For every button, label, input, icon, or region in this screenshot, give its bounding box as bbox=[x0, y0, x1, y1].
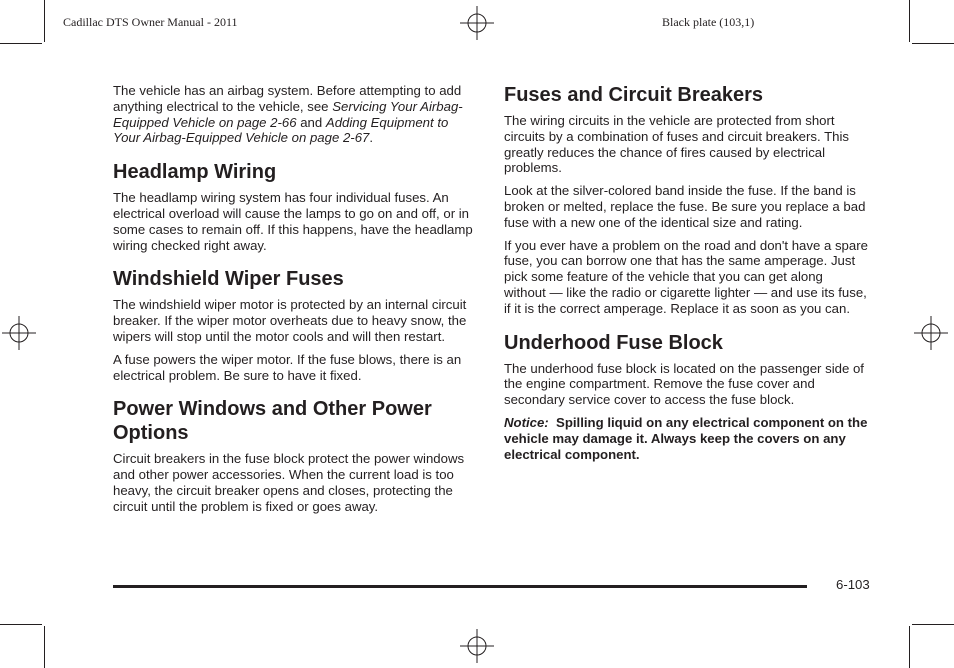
crop-mark bbox=[0, 624, 42, 625]
crop-mark bbox=[912, 43, 954, 44]
crop-mark bbox=[909, 0, 910, 42]
manual-title-header: Cadillac DTS Owner Manual - 2011 bbox=[63, 15, 238, 29]
crop-mark bbox=[44, 626, 45, 668]
intro-text: . bbox=[369, 130, 374, 146]
registration-mark-icon bbox=[2, 316, 36, 350]
left-column bbox=[113, 83, 477, 522]
airbag-intro-paragraph bbox=[113, 83, 477, 146]
intro-text: The vehicle has an airbag system. Before attempting to add anything electrical to the vehicle, see bbox=[113, 83, 462, 114]
fuses-paragraph-1: The wiring circuits in the vehicle are protected from short circuits by a combination of fuses and circuit breakers. This greatly reduces the chance of fires caused by electrical problems. bbox=[504, 113, 849, 176]
registration-mark-icon bbox=[460, 6, 494, 40]
page-number: 6-103 bbox=[836, 577, 870, 592]
wiper-paragraph-1: The windshield wiper motor is protected by an internal circuit breaker. If the wiper motor overheats due to heavy snow, the wipers will stop until the motor cools and will then restart. bbox=[113, 297, 467, 344]
servicing-airbag-reference: Servicing Your Airbag-Equipped Vehicle on page 2-66 bbox=[113, 98, 463, 130]
power-windows-heading: Power Windows and Other Power Options bbox=[113, 398, 432, 445]
right-column bbox=[504, 83, 868, 469]
headlamp-wiring-paragraph: The headlamp wiring system has four individual fuses. An electrical overload will cause the lamps to go on and off, or in some cases to remain off. If this happens, have the headlamp wiring checked right away. bbox=[113, 190, 473, 253]
registration-mark-icon bbox=[914, 316, 948, 350]
footer-rule bbox=[113, 585, 807, 588]
headlamp-wiring-heading: Headlamp Wiring bbox=[113, 161, 277, 184]
fuses-breakers-heading: Fuses and Circuit Breakers bbox=[504, 84, 763, 106]
adding-equipment-reference: Adding Equipment to Your Airbag-Equipped Vehicle on page 2-67 bbox=[113, 114, 449, 146]
registration-mark-icon bbox=[460, 629, 494, 663]
notice-text: Spilling liquid on any electrical component on the vehicle may damage it. Always keep the covers on any electrical component. bbox=[504, 414, 868, 462]
crop-mark bbox=[44, 0, 45, 42]
crop-mark bbox=[0, 43, 42, 44]
fuses-paragraph-3: If you ever have a problem on the road and don't have a spare fuse, you can borrow one that has the same amperage. Just pick some feature of the vehicle that you can get along without — like the radio or cigarette lighter — and use its fuse, if it is the correct amperage. Replace it as soon as you can. bbox=[504, 237, 868, 316]
notice-label: Notice: bbox=[504, 414, 549, 430]
notice-paragraph bbox=[504, 415, 868, 462]
fuses-paragraph-2: Look at the silver-colored band inside the fuse. If the band is broken or melted, replace the fuse. Be sure you replace a bad fuse with a new one of the identical size and rating. bbox=[504, 183, 866, 230]
underhood-paragraph: The underhood fuse block is located on the passenger side of the engine compartment. Remove the fuse cover and secondary service cover to access the fuse block. bbox=[504, 360, 864, 408]
crop-mark bbox=[912, 624, 954, 625]
power-windows-paragraph: Circuit breakers in the fuse block protect the power windows and other power accessories. When the current load is too heavy, the circuit breaker opens and closes, protecting the circuit until the problem is fixed or goes away. bbox=[113, 451, 465, 514]
intro-text: and bbox=[296, 114, 326, 130]
crop-mark bbox=[909, 626, 910, 668]
wiper-paragraph-2: A fuse powers the wiper motor. If the fuse blows, there is an electrical problem. Be sure to have it fixed. bbox=[113, 351, 462, 383]
underhood-fuse-block-heading: Underhood Fuse Block bbox=[504, 331, 723, 354]
plate-label-header: Black plate (103,1) bbox=[662, 15, 755, 29]
wiper-fuses-heading: Windshield Wiper Fuses bbox=[113, 268, 344, 291]
